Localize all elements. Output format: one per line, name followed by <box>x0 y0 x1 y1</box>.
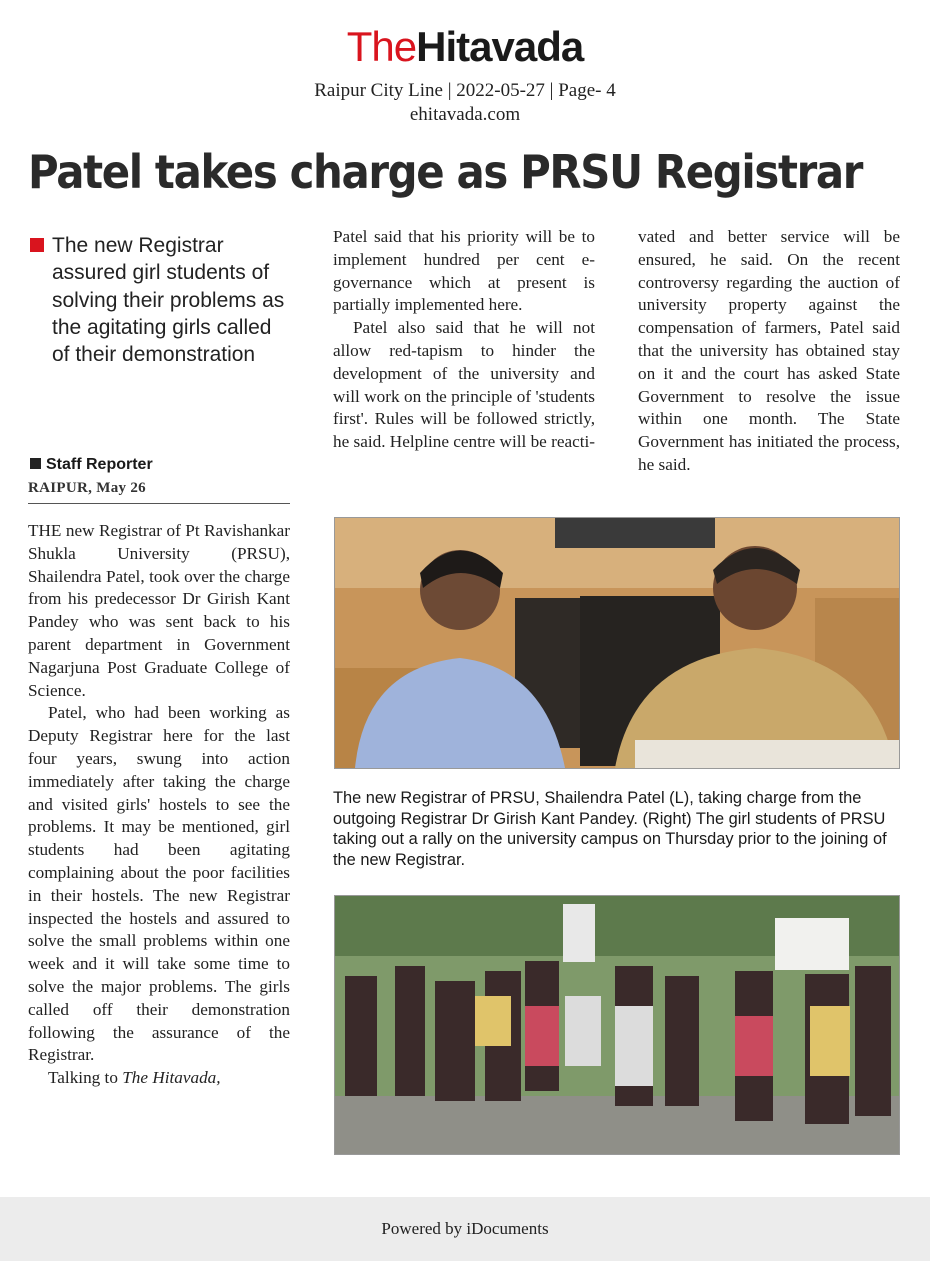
masthead-name: Hitavada <box>416 23 584 70</box>
masthead-the: The <box>346 23 417 70</box>
col1-paragraph <box>28 1067 290 1090</box>
article-deck <box>30 232 290 368</box>
article-column-2 <box>333 226 595 454</box>
article-column-1 <box>28 520 290 1090</box>
photo-registrar-taking-charge <box>334 517 900 769</box>
edition-source: ehitavada.com <box>409 104 521 125</box>
byline-square-icon <box>30 458 41 469</box>
photo-caption: The new Registrar of PRSU, Shailendra Patel (L), taking charge from the outgoing Registrar Dr Girish Kant Pandey. (Right) The girl students of PRSU taking out a rally on the university campus on Thursday prior to the joining of the new Registrar. <box>333 789 887 869</box>
dateline: RAIPUR, May 26 <box>28 480 146 496</box>
col1-text: Talking to <box>48 1068 118 1088</box>
article-headline: Patel takes charge as PRSU Registrar <box>28 145 863 199</box>
deck-text: The new Registrar assured girl students of solving their problems as the agitating girls called of their demonstration <box>52 234 285 367</box>
deck-bullet-icon <box>30 238 44 252</box>
article-column-3 <box>638 226 900 477</box>
col3-paragraph: vated and better service will be ensured, he said. On the recent controversy regarding the auction of university property against the compensation of farmers, Patel said that the university has obtained stay on it and the court has asked State Government to resolve the issue within one month. The State Government has initiated the process, he said. <box>638 227 900 474</box>
byline-divider <box>28 503 290 504</box>
footer-powered-by: Powered by iDocuments <box>381 1219 549 1238</box>
byline <box>30 456 153 474</box>
photo-student-rally <box>334 895 900 1155</box>
col2-paragraph: Patel said that his priority will be to implement hundred per cent e-governance which at present is partially implemented here. <box>333 227 595 315</box>
byline-text: Staff Reporter <box>46 456 153 473</box>
col1-paragraph: THE new Registrar of Pt Ravishankar Shukla University (PRSU), Shailendra Patel, took over the charge from his predecessor Dr Girish Kant Pandey who was sent back to his parent department in Government Nagarjuna Post Graduate College of Science. <box>28 521 290 700</box>
col1-italic-paper-name: The Hitavada, <box>122 1068 221 1088</box>
footer-bar <box>0 1197 930 1261</box>
col2-paragraph: Patel also said that he will not allow red-tapism to hinder the development of the university and will work on the principle of 'students first'. Rules will be followed strictly, he said. Helpline centre will be reacti- <box>333 318 595 452</box>
col1-paragraph: Patel, who had been working as Deputy Registrar here for the last four years, swung into action immediately after taking the charge and visited girls' hostels to see the problems. It may be mentioned, girl students had been agitating complaining about the poor facilities in their hostels. The new Registrar inspected the hostels and assured to solve the small problems within one week and it will take some time to solve the major problems. The girls called off their demonstration following the assurance of the Registrar. <box>28 703 290 1065</box>
edition-meta: Raipur City Line | 2022-05-27 | Page- 4 <box>314 80 616 101</box>
masthead-logo <box>0 22 930 72</box>
